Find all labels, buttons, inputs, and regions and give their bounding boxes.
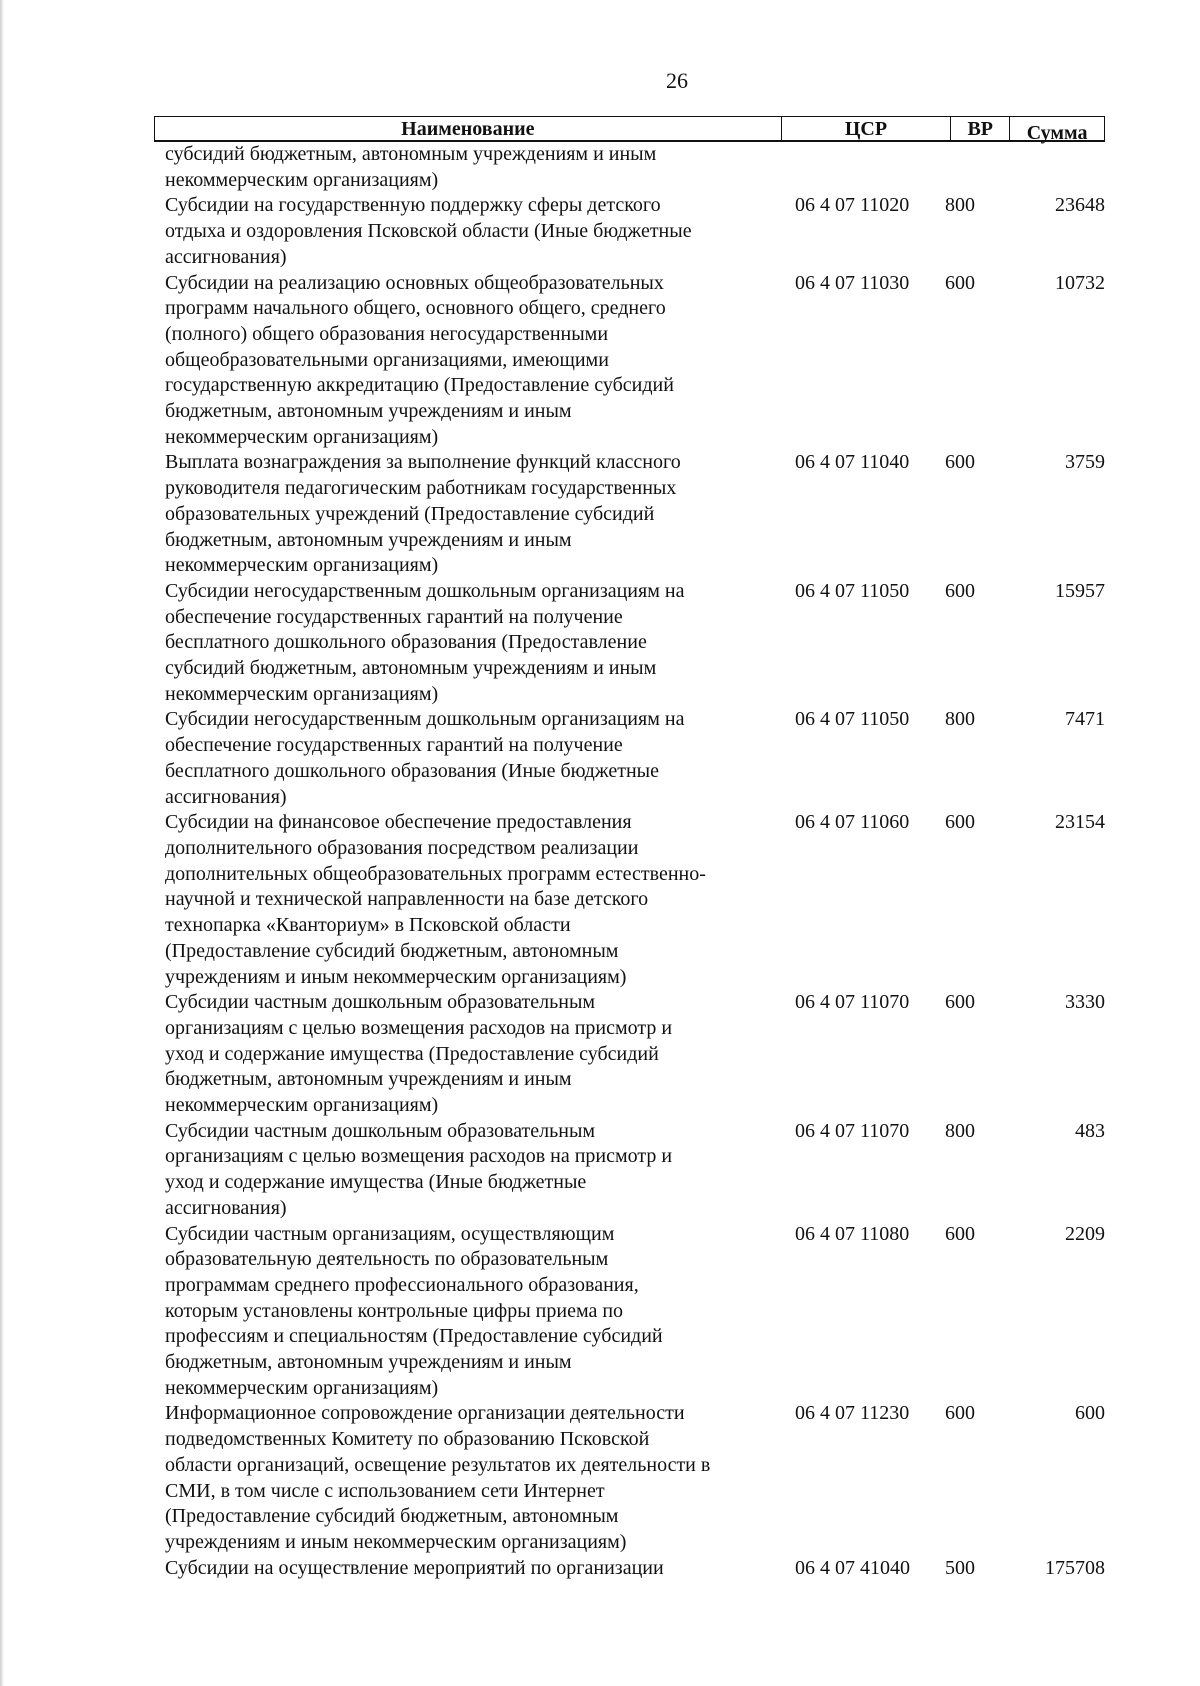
row-sum: 175708: [1045, 1556, 1105, 1579]
row-vr: 800: [945, 708, 975, 731]
row-sum: 23648: [1055, 194, 1105, 217]
row-sum: 600: [1075, 1402, 1105, 1425]
table-row: [165, 990, 1125, 1119]
row-csr: 06 4 07 11060: [795, 811, 910, 834]
scan-edge: [0, 0, 4, 1686]
table-row: [165, 1222, 1125, 1402]
row-name: Субсидии негосударственным дошкольным организациям на обеспечение государственных гарантий на получение бесплатного дошкольного образования (Иные бюджетные ассигнования): [165, 708, 685, 808]
table-row: [165, 1401, 1125, 1555]
row-sum: 3330: [1065, 991, 1105, 1014]
row-name: Субсидии частным организациям, осуществляющим образовательную деятельность по образовательным программам среднего профессионального образования, которым установлены контрольные цифры приема по профессиям и специальностям (Предоставление субсидий бюджетным, автономным учреждениям и иным некоммерческим организациям): [165, 1222, 663, 1399]
table-row: [165, 193, 1125, 270]
header-name: Наименование: [155, 117, 782, 141]
row-csr: 06 4 07 11230: [795, 1402, 910, 1425]
row-vr: 600: [945, 1222, 975, 1245]
table-row: [165, 271, 1125, 451]
table-row: [165, 142, 1125, 193]
row-vr: 600: [945, 579, 975, 602]
table-row: [165, 579, 1125, 708]
table-row: [165, 450, 1125, 579]
row-name: Субсидии на реализацию основных общеобразовательных программ начального общего, основного общего, среднего (полного) общего образования негосударственными общеобразовательными организациями, имеющими государственную аккредитацию (Предоставление субсидий бюджетным, автономным учреждениям и иным некоммерческим организациям): [165, 271, 674, 448]
row-csr: 06 4 07 11080: [795, 1222, 910, 1245]
table-body: [165, 142, 1125, 1581]
row-csr: 06 4 07 11070: [795, 1119, 910, 1142]
row-sum: 7471: [1065, 708, 1105, 731]
row-vr: 500: [945, 1556, 975, 1579]
row-csr: 06 4 07 41040: [795, 1556, 910, 1579]
row-name: Субсидии на государственную поддержку сферы детского отдыха и оздоровления Псковской области (Иные бюджетные ассигнования): [165, 194, 692, 268]
table-row: [165, 1119, 1125, 1222]
row-csr: 06 4 07 11050: [795, 708, 910, 731]
header-sum: Сумма: [1026, 122, 1088, 144]
row-sum: 10732: [1055, 271, 1105, 294]
row-vr: 800: [945, 1119, 975, 1142]
row-name: Выплата вознаграждения за выполнение функций классного руководителя педагогическим работникам государственных образовательных учреждений (Предоставление субсидий бюджетным, автономным учреждениям и иным некоммерческим организациям): [165, 451, 681, 577]
row-name: Субсидии частным дошкольным образовательным организациям с целью возмещения расходов на присмотр и уход и содержание имущества (Иные бюджетные ассигнования): [165, 1119, 673, 1219]
row-sum: 3759: [1065, 451, 1105, 474]
row-vr: 600: [945, 451, 975, 474]
row-vr: 600: [945, 991, 975, 1014]
row-csr: 06 4 07 11040: [795, 451, 910, 474]
row-name: Субсидии частным дошкольным образовательным организациям с целью возмещения расходов на присмотр и уход и содержание имущества (Предоставление субсидий бюджетным, автономным учреждениям и иным некоммерческим организациям): [165, 991, 673, 1117]
table-row: [165, 1556, 1125, 1582]
row-sum: 483: [1075, 1119, 1105, 1142]
row-name: субсидий бюджетным, автономным учреждениям и иным некоммерческим организациям): [165, 143, 657, 191]
row-sum: 15957: [1055, 579, 1105, 602]
row-name: Субсидии негосударственным дошкольным организациям на обеспечение государственных гарантий на получение бесплатного дошкольного образования (Предоставление субсидий бюджетным, автономным учреждениям и иным некоммерческим организациям): [165, 579, 685, 705]
page-number: 26: [666, 68, 688, 93]
row-vr: 600: [945, 811, 975, 834]
row-vr: 600: [945, 1402, 975, 1425]
row-csr: 06 4 07 11050: [795, 579, 910, 602]
row-vr: 800: [945, 194, 975, 217]
header-vr: ВР: [951, 117, 1010, 141]
table-header: [154, 116, 1105, 142]
row-csr: 06 4 07 11020: [795, 194, 910, 217]
row-name: Субсидии на финансовое обеспечение предоставления дополнительного образования посредством реализации дополнительных общеобразовательных программ естественно- научной и технической направленности на базе детского технопарка «Кванториум» в Псковской области (Предоставление субсидий бюджетным, автономным учреждениям и иным некоммерческим организациям): [165, 811, 706, 988]
table-row: [165, 707, 1125, 810]
row-name: Информационное сопровождение организации деятельности подведомственных Комитету по образованию Псковской области организаций, освещение результатов их деятельности в СМИ, в том числе с использованием сети Интернет (Предоставление субсидий бюджетным, автономным учреждениям и иным некоммерческим организациям): [165, 1402, 711, 1553]
row-csr: 06 4 07 11070: [795, 991, 910, 1014]
row-name: Субсидии на осуществление мероприятий по организации: [165, 1556, 664, 1579]
row-sum: 23154: [1055, 811, 1105, 834]
row-sum: 2209: [1065, 1222, 1105, 1245]
table-row: [165, 810, 1125, 990]
row-csr: 06 4 07 11030: [795, 271, 910, 294]
header-csr: ЦСР: [782, 117, 952, 141]
row-vr: 600: [945, 271, 975, 294]
